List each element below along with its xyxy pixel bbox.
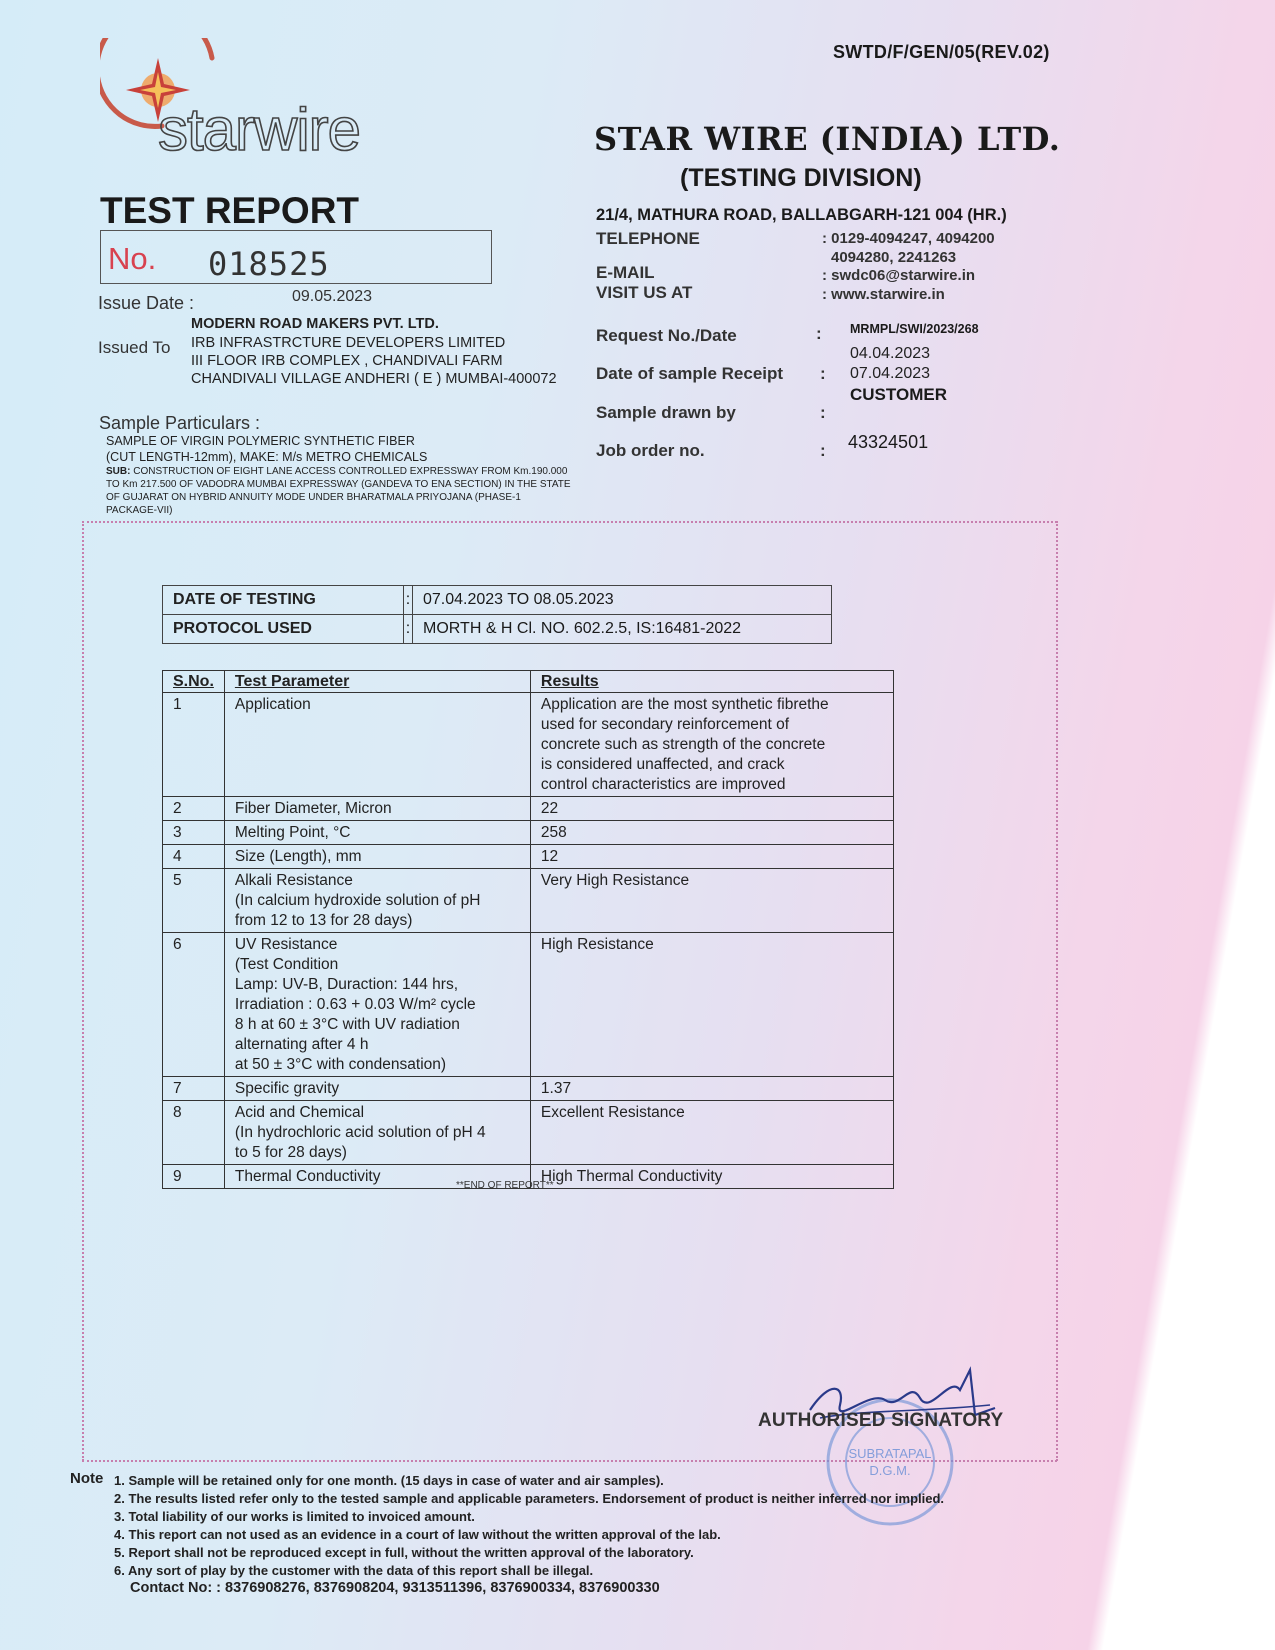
sample-particulars-label: Sample Particulars : [99, 413, 261, 433]
cell-parameter [224, 1077, 530, 1101]
email-value: : swdc06@starwire.in [822, 267, 976, 284]
frame-top-border [82, 521, 1057, 523]
testing-date-label: DATE OF TESTING [163, 586, 404, 615]
cell-parameter [224, 1101, 530, 1165]
cell-parameter-line: to 5 for 28 days) [234, 1144, 347, 1161]
cell-sno: 9 [163, 1165, 225, 1189]
request-no-label: Request No./Date [596, 326, 737, 345]
cell-result [530, 797, 893, 821]
results-body [163, 693, 894, 1189]
note-item: 3. Total liability of our works is limited to invoiced amount. [114, 1509, 475, 1524]
job-order-no: 43324501 [848, 432, 929, 452]
table-row [163, 1101, 894, 1165]
report-number-label: No. [108, 241, 157, 276]
cell-result [530, 821, 893, 845]
cell-sno: 6 [163, 933, 225, 1077]
subject-line [106, 466, 567, 477]
column-header-sno [163, 671, 225, 693]
colon: : [816, 324, 822, 343]
job-order-label: Job order no. [596, 441, 705, 460]
cell-result [530, 1101, 893, 1165]
cell-sno: 5 [163, 869, 225, 933]
subject-line: PACKAGE-VII) [106, 505, 173, 516]
cell-parameter [224, 933, 530, 1077]
cell-result-line: Excellent Resistance [540, 1104, 685, 1121]
note-item: 2. The results listed refer only to the tested sample and applicable parameters. Endorsement of product is neither inferred nor implied. [114, 1491, 945, 1506]
frame-left-border [82, 521, 84, 1461]
cell-parameter-line: Lamp: UV-B, Duraction: 144 hrs, [234, 976, 459, 993]
table-header-row [163, 671, 894, 693]
cell-parameter-line: Acid and Chemical [234, 1104, 365, 1121]
note-item: 4. This report can not used as an evidence in a court of law without the written approval of the lab. [114, 1527, 721, 1542]
cell-sno: 8 [163, 1101, 225, 1165]
authorised-signatory-label: AUTHORISED SIGNATORY [758, 1410, 1004, 1431]
issued-to-line: III FLOOR IRB COMPLEX , CHANDIVALI FARM [191, 353, 503, 369]
colon: : [820, 403, 826, 422]
website-label: VISIT US AT [596, 283, 693, 302]
table-row [163, 693, 894, 797]
svg-text:SUBRATAPAL: SUBRATAPAL [848, 1446, 932, 1461]
colon: : [820, 364, 826, 383]
website-value: : www.starwire.in [822, 286, 945, 303]
form-code: SWTD/F/GEN/05(REV.02) [833, 42, 1050, 62]
cell-sno: 7 [163, 1077, 225, 1101]
cell-parameter-line: Melting Point, °C [234, 824, 351, 841]
division-name: (TESTING DIVISION) [680, 164, 922, 192]
cell-parameter-line: from 12 to 13 for 28 days) [234, 912, 413, 929]
receipt-date-label: Date of sample Receipt [596, 364, 784, 383]
issued-to-line: IRB INFRASTRCTURE DEVELOPERS LIMITED [191, 335, 506, 351]
cell-parameter [224, 821, 530, 845]
cell-parameter [224, 869, 530, 933]
note-item: 1. Sample will be retained only for one month. (15 days in case of water and air samples). [114, 1473, 664, 1488]
request-no: MRMPL/SWI/2023/268 [850, 322, 979, 336]
cell-parameter-line: (Test Condition [234, 956, 339, 973]
cell-result [530, 933, 893, 1077]
column-header-text: S.No. [173, 673, 214, 690]
column-header-text: Test Parameter [234, 673, 350, 690]
cell-result-line: control characteristics are improved [540, 776, 786, 793]
table-row [163, 821, 894, 845]
company-address: 21/4, MATHURA ROAD, BALLABGARH-121 004 (HR.) [596, 206, 1007, 224]
cell-result-line: 258 [540, 824, 567, 841]
cell-result-line: Application are the most synthetic fibrethe [540, 696, 829, 713]
issue-date-label: Issue Date : [98, 293, 195, 313]
issued-to-label: Issued To [98, 338, 171, 357]
email-label: E-MAIL [596, 263, 655, 282]
telephone-value-2: 4094280, 2241263 [831, 249, 957, 266]
cell-parameter-line: Thermal Conductivity [234, 1168, 381, 1185]
cell-parameter-line: (In hydrochloric acid solution of pH 4 [234, 1124, 486, 1141]
telephone-value: : 0129-4094247, 4094200 [822, 230, 995, 247]
cell-sno: 2 [163, 797, 225, 821]
cell-parameter-line: alternating after 4 h [234, 1036, 369, 1053]
cell-parameter-line: UV Resistance [234, 936, 338, 953]
telephone-label: TELEPHONE [596, 229, 700, 248]
results-table [162, 670, 894, 1189]
svg-text:starwire: starwire [158, 96, 361, 163]
cell-result [530, 693, 893, 797]
subject-prefix: SUB: [106, 466, 131, 477]
cell-sno: 3 [163, 821, 225, 845]
note-item: 6. Any sort of play by the customer with the data of this report shall be illegal. [114, 1563, 594, 1578]
column-header-text: Results [540, 673, 599, 690]
cell-parameter-line: Size (Length), mm [234, 848, 362, 865]
table-row [163, 845, 894, 869]
subject-line: OF GUJARAT ON HYBRID ANNUITY MODE UNDER BHARATMALA PRIYOJANA (PHASE-1 [106, 492, 521, 503]
cell-result-line: High Resistance [540, 936, 654, 953]
colon: : [820, 441, 826, 460]
company-name: STAR WIRE (INDIA) LTD. [594, 120, 1061, 158]
table-row [163, 933, 894, 1077]
table-row [163, 1077, 894, 1101]
cell-parameter [224, 693, 530, 797]
issue-date: 09.05.2023 [292, 288, 373, 305]
report-number: 018525 [208, 245, 330, 283]
request-date: 04.04.2023 [850, 345, 931, 362]
cell-parameter [224, 845, 530, 869]
cell-parameter-line: Fiber Diameter, Micron [234, 800, 392, 817]
starwire-logo [100, 38, 400, 163]
cell-parameter-line: Irradiation : 0.63 + 0.03 W/m² cycle [234, 996, 476, 1013]
drawn-by-label: Sample drawn by [596, 403, 736, 422]
cell-result-line: used for secondary reinforcement of [540, 716, 790, 733]
starwire-logo-icon [100, 38, 400, 163]
cell-parameter-line: Specific gravity [234, 1080, 340, 1097]
cell-result [530, 1165, 893, 1189]
table-row [163, 615, 832, 644]
drawn-by: CUSTOMER [850, 385, 947, 404]
note-item: 5. Report shall not be reproduced except in full, without the written approval of the laboratory. [114, 1545, 694, 1560]
cell-sno: 4 [163, 845, 225, 869]
cell-parameter-line: Application [234, 696, 311, 713]
cell-result-line: is considered unaffected, and crack [540, 756, 785, 773]
frame-right-border [1056, 521, 1058, 1461]
sample-line: (CUT LENGTH-12mm), MAKE: M/s METRO CHEMICALS [106, 450, 428, 464]
end-of-report: **END OF REPORT** [456, 1180, 554, 1191]
column-header-parameter [224, 671, 530, 693]
report-title: TEST REPORT [100, 190, 360, 231]
cell-result-line: High Thermal Conductivity [540, 1168, 723, 1185]
cell-parameter-line: at 50 ± 3°C with condensation) [234, 1056, 447, 1073]
cell-result-line: Very High Resistance [540, 872, 690, 889]
cell-result [530, 869, 893, 933]
subject-line: TO Km 217.500 OF VADODRA MUMBAI EXPRESSWAY (GANDEVA TO ENA SECTION) IN THE STATE [106, 479, 571, 490]
sample-line: SAMPLE OF VIRGIN POLYMERIC SYNTHETIC FIBER [106, 434, 415, 448]
cell-result [530, 1077, 893, 1101]
protocol-label: PROTOCOL USED [163, 615, 404, 644]
cell-result-line: 1.37 [540, 1080, 572, 1097]
testing-meta-table [162, 585, 832, 644]
cell-sno: 1 [163, 693, 225, 797]
svg-text:D.G.M.: D.G.M. [869, 1463, 911, 1478]
cell-result-line: concrete such as strength of the concrete [540, 736, 826, 753]
receipt-date: 07.04.2023 [850, 365, 931, 382]
contact-numbers: Contact No: : 8376908276, 8376908204, 9313511396, 8376900334, 8376900330 [130, 1580, 660, 1596]
table-row [163, 586, 832, 615]
cell-parameter-line: Alkali Resistance [234, 872, 353, 889]
cell-parameter-line: 8 h at 60 ± 3°C with UV radiation [234, 1016, 460, 1033]
cell-result [530, 845, 893, 869]
testing-date-value: 07.04.2023 TO 08.05.2023 [413, 586, 832, 615]
cell-parameter [224, 797, 530, 821]
cell-result-line: 12 [540, 848, 559, 865]
cell-result-line: 22 [540, 800, 559, 817]
issued-to-line: MODERN ROAD MAKERS PVT. LTD. [191, 316, 439, 332]
colon: : [404, 615, 413, 644]
column-header-results [530, 671, 893, 693]
table-row [163, 797, 894, 821]
colon: : [404, 586, 413, 615]
table-row [163, 869, 894, 933]
cell-parameter-line: (In calcium hydroxide solution of pH [234, 892, 481, 909]
protocol-value: MORTH & H Cl. NO. 602.2.5, IS:16481-2022 [413, 615, 832, 644]
subject-text: CONSTRUCTION OF EIGHT LANE ACCESS CONTROLLED EXPRESSWAY FROM Km.190.000 [130, 466, 568, 477]
notes-label: Note [70, 1470, 104, 1487]
issued-to-line: CHANDIVALI VILLAGE ANDHERI ( E ) MUMBAI-400072 [191, 371, 557, 387]
